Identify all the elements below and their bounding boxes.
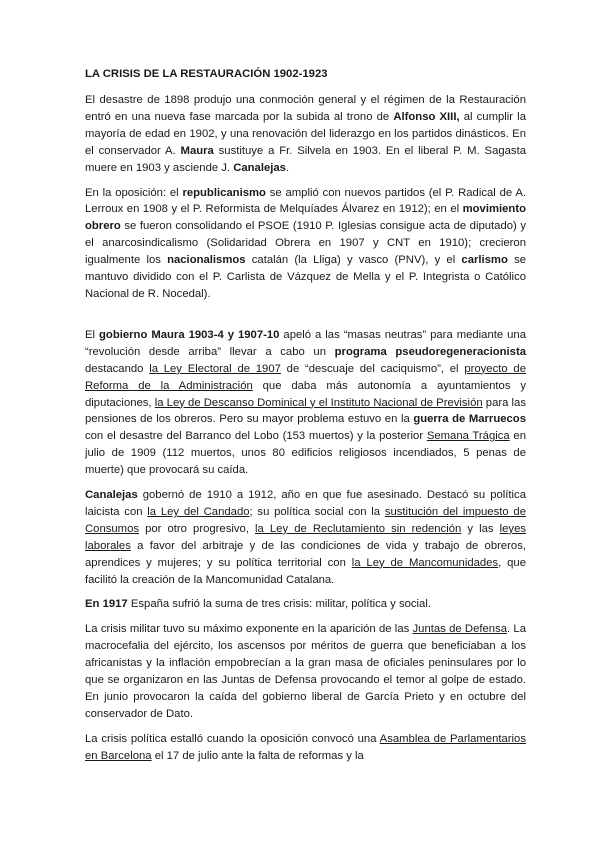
- text-run: catalán (la Lliga) y vasco (PNV), y el: [245, 254, 462, 267]
- bold-term: republicanismo: [182, 186, 266, 199]
- text-run: apeló a las “masas neutras” para mediante una “revolución desde arriba” llevar a cabo un: [85, 328, 526, 358]
- text-run: de “descuaje del caciquismo”, el: [280, 362, 465, 375]
- paragraph-4: [85, 487, 526, 588]
- text-run: destacando: [85, 362, 150, 375]
- underlined-term: la Ley del Candado: [147, 505, 250, 518]
- bold-term: carlismo: [461, 254, 508, 267]
- underlined-term: Juntas de Defensa: [412, 623, 508, 636]
- bold-term: nacionalismos: [167, 254, 246, 267]
- text-run: al cumplir la mayoría de edad en 1902, y una renovación del liderazgo en los partidos dinásticos. En el conservador A.: [85, 110, 526, 157]
- underlined-term: leyes laborales: [85, 522, 526, 552]
- text-run: el 17 de julio ante la falta de reformas y la: [151, 749, 364, 762]
- text-run: que daba más autonomía a ayuntamientos y diputaciones,: [85, 379, 526, 409]
- text-run: En la oposición: el: [85, 186, 183, 199]
- underlined-term: la Ley de Mancomunidades: [351, 556, 499, 569]
- underlined-term: Semana Trágica: [426, 430, 510, 443]
- text-run: gobernó de 1910 a 1912, año en que fue asesinado. Destacó su política laicista con: [85, 489, 526, 518]
- paragraph-3: [85, 327, 526, 479]
- bold-term: Canalejas: [85, 489, 138, 502]
- text-run: y las: [461, 522, 500, 535]
- paragraph-2: [85, 185, 526, 303]
- text-run: se mantuvo dividido con el P. Carlista de Vázquez de Mella y el P. Integrista o Católico Nacional de R. Nocedal).: [85, 254, 526, 300]
- bold-term: gobierno Maura 1903-4 y 1907-10: [99, 328, 280, 341]
- underlined-term: proyecto de Reforma de la Administración: [85, 362, 526, 392]
- text-run: se fueron consolidando el PSOE (1910 P. Iglesias consigue acta de diputado) y el anarcosindicalismo (Solidaridad Obrera en 1907 y CNT en 1910); crecieron igualmente los: [85, 220, 526, 267]
- text-run: España sufrió la suma de tres crisis: militar, política y social.: [127, 598, 431, 611]
- paragraph-7: [85, 731, 526, 765]
- text-run: La crisis militar tuvo su máximo exponente en la aparición de las: [85, 623, 413, 636]
- paragraph-1: [85, 92, 526, 177]
- paragraph-6: [85, 621, 526, 722]
- text-run: se amplió con nuevos partidos (el P. Radical de A. Lerroux en 1908 y el P. Reformista de Melquíades Álvarez en 1912); en el: [85, 186, 526, 216]
- text-run: El desastre de 1898 produjo una conmoción general y el régimen de la Restauración entró en una nueva fase marcada por la subida al trono de: [85, 94, 526, 123]
- text-run: ; su política social con la: [249, 505, 385, 518]
- underlined-term: la Ley de Reclutamiento sin redención: [255, 522, 462, 535]
- bold-term: En 1917: [85, 598, 128, 611]
- paragraph-5: [85, 596, 526, 613]
- text-run: con el desastre del Barranco del Lobo (153 muertos) y la posterior: [85, 430, 427, 443]
- bold-term: guerra de Marruecos: [413, 413, 526, 426]
- text-run: sustituye a Fr. Silvela en 1903. En el liberal P. M. Sagasta muere en 1903 y asciende J.: [85, 144, 526, 174]
- text-run: en julio de 1909 (112 muertos, unos 80 edificios religiosos incendiados, 5 penas de muerte) que provocará su caída.: [85, 430, 526, 477]
- bold-term: Alfonso XIII,: [393, 110, 460, 123]
- text-run: por otro progresivo,: [139, 522, 256, 535]
- underlined-term: sustitución del impuesto de Consumos: [85, 505, 526, 535]
- bold-term: movimiento obrero: [85, 203, 526, 233]
- bold-term: Maura: [180, 144, 214, 157]
- document-title: LA CRISIS DE LA RESTAURACIÓN 1902-1923: [85, 68, 328, 80]
- text-run: , que facilitó la creación de la Mancomunidad Catalana.: [85, 556, 526, 586]
- underlined-term: la Ley Electoral de 1907: [149, 362, 281, 375]
- text-run: .: [285, 161, 290, 174]
- bold-term: Canalejas: [233, 161, 286, 174]
- text-run: . La macrocefalia del ejército, los ascensos por méritos de guerra que beneficiaban a los africanistas y la inflación empobrecían a la gran masa de oficiales peninsulares por lo que se organizaron en las Juntas de Defensa provocando el temor al golpe de estado. En junio provocaron la caída del gobierno liberal de García Prieto y en octubre del conservador de Dato.: [85, 623, 526, 720]
- text-run: El: [85, 328, 100, 341]
- text-run: para las pensiones de los obreros. Pero su mayor problema estuvo en la: [85, 396, 526, 426]
- underlined-term: Asamblea de Parlamentarios en Barcelona: [85, 732, 526, 762]
- text-run: La crisis política estalló cuando la oposición convocó una: [85, 732, 380, 745]
- underlined-term: la Ley de Descanso Dominical y el Instituto Nacional de Previsión: [154, 396, 483, 409]
- bold-term: programa pseudoregeneracionista: [334, 345, 526, 358]
- text-run: a favor del arbitraje y de las condiciones de vida y trabajo de obreros, aprendices y mujeres; y su política territorial con: [85, 539, 526, 569]
